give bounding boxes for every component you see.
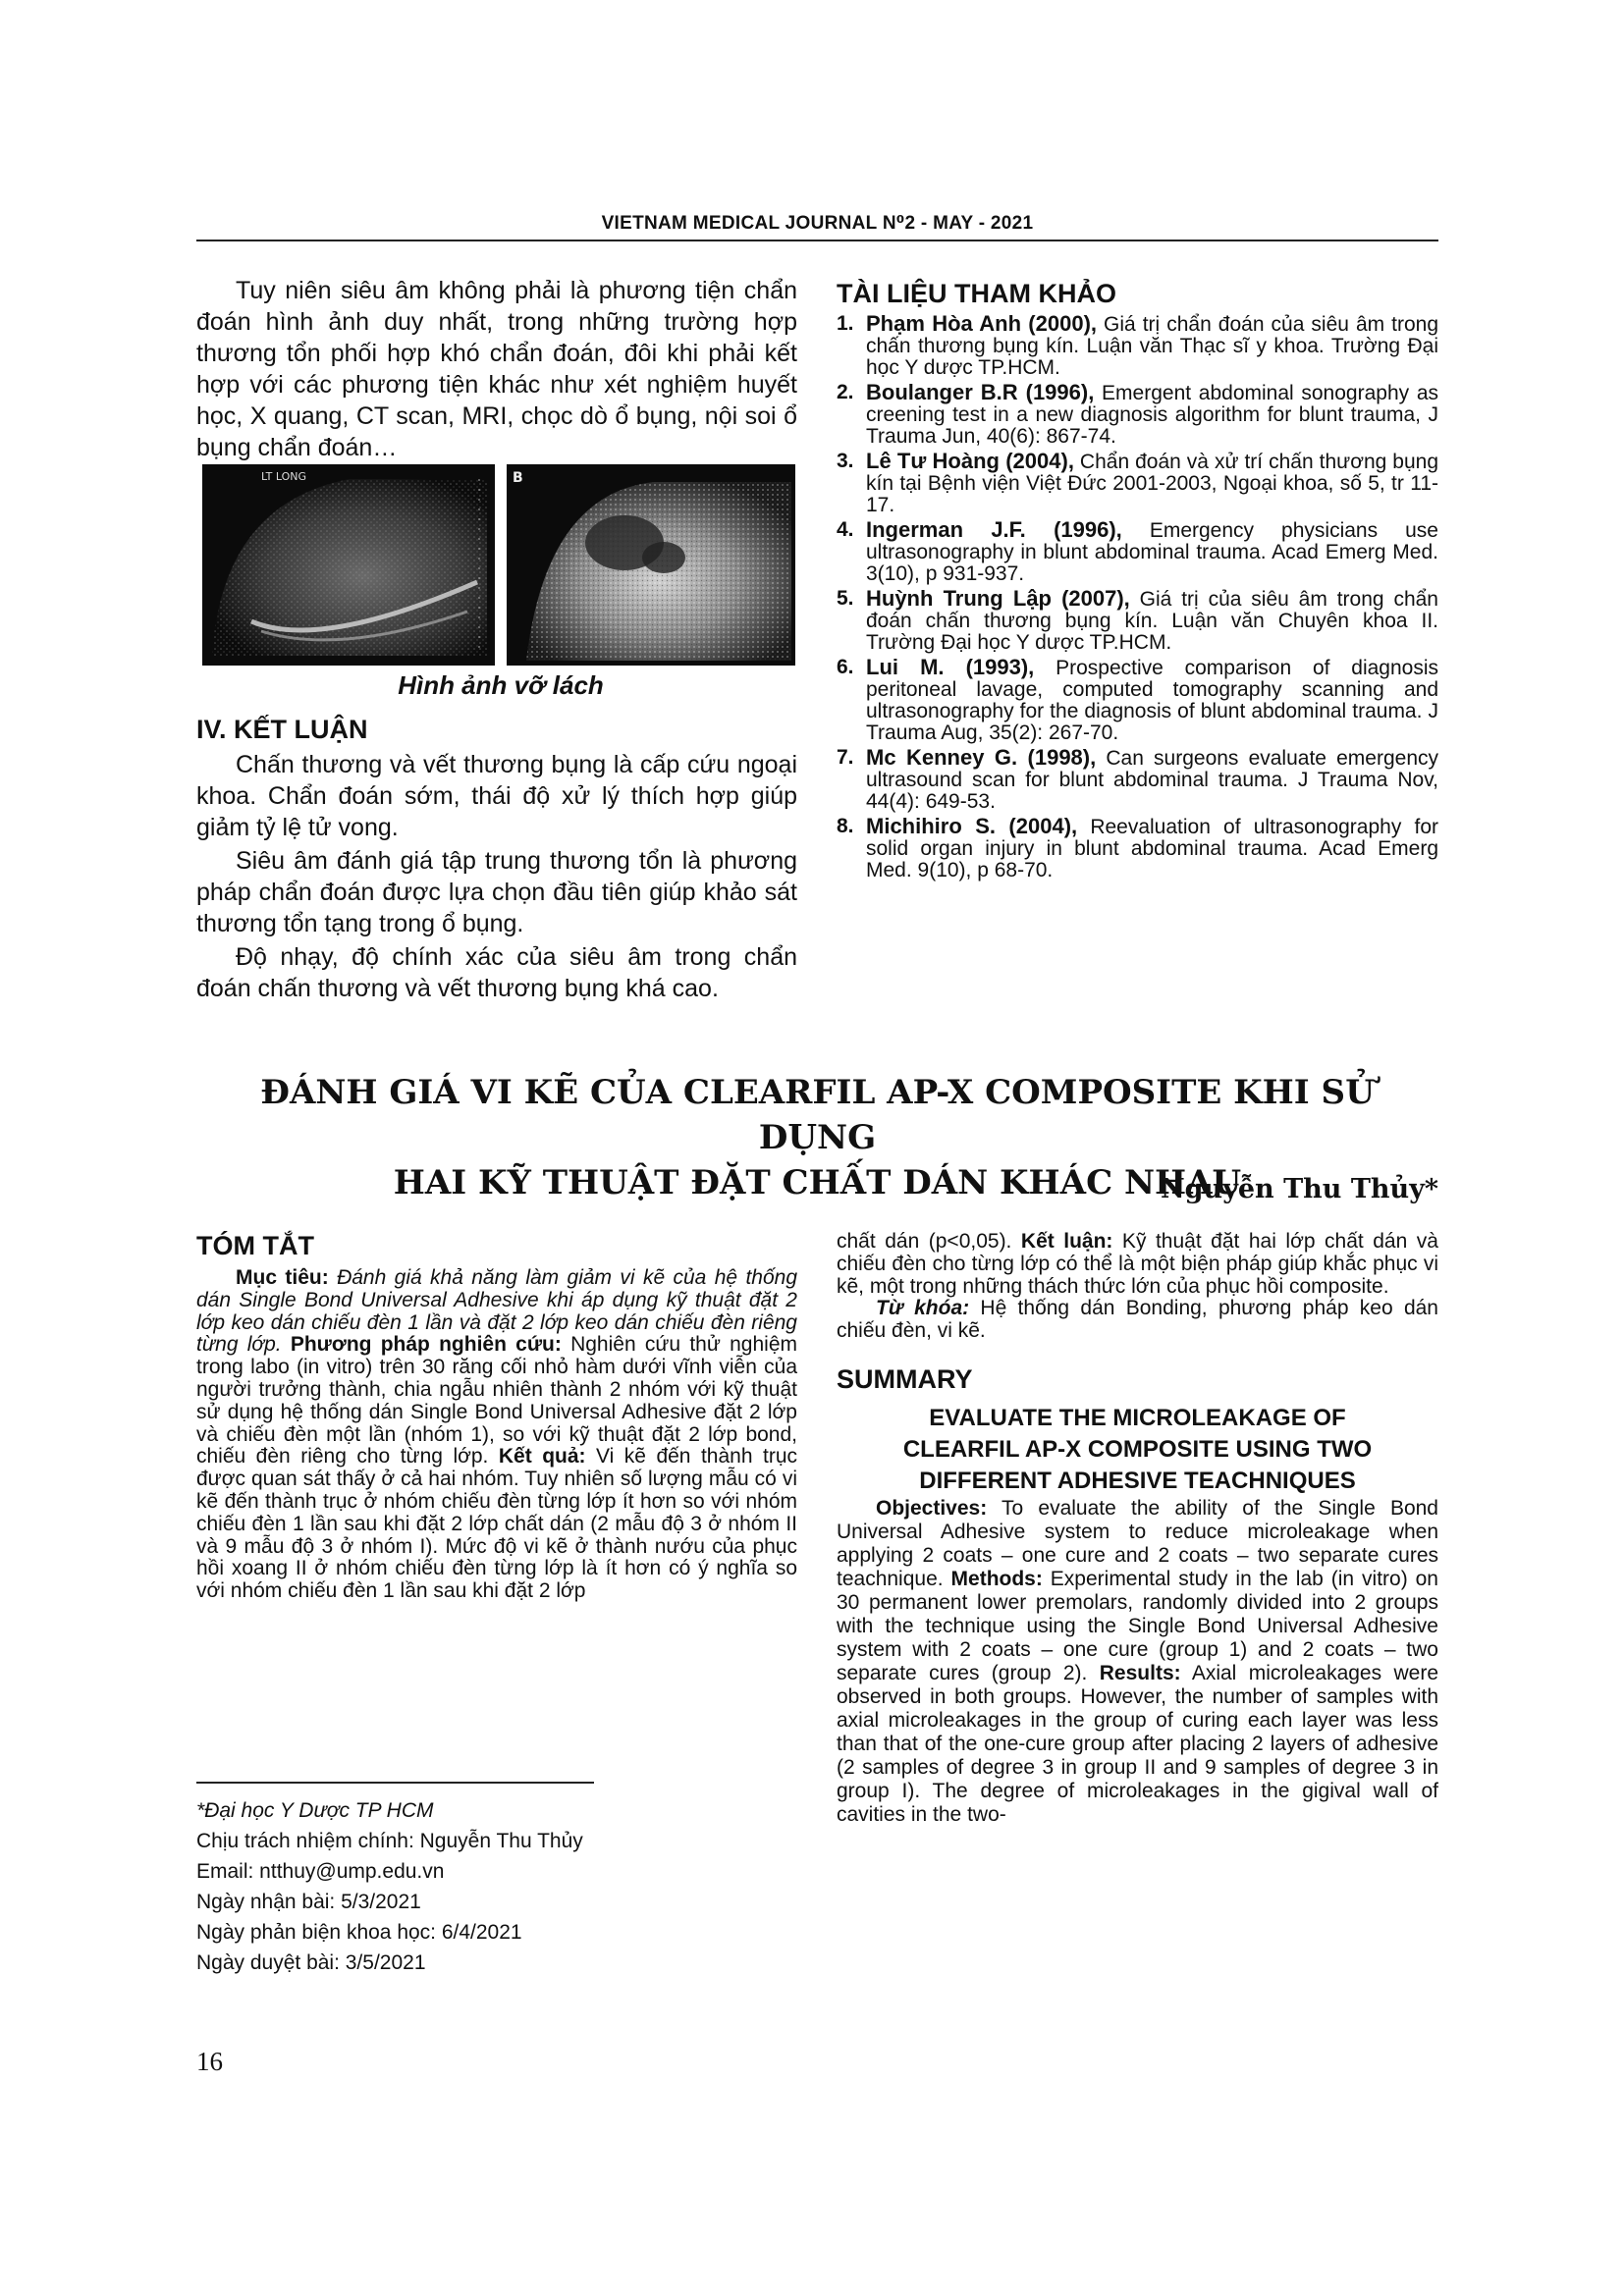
reference-text: Emergent abdominal sonography as creening test in a new diagnosis algorithm for blunt trauma, J Trauma Jun, 40(6): 867-74. bbox=[866, 382, 1439, 448]
footnote-email: Email: ntthuy@ump.edu.vn bbox=[196, 1860, 445, 1883]
reference-author: Lê Tư Hoàng (2004), bbox=[866, 449, 1074, 473]
abstract-continued bbox=[837, 1231, 1438, 1827]
abstract-paragraph: chất dán (p<0,05). Kết luận: Kỹ thuật đặt hai lớp chất dán và chiếu đèn cho từng lớp có thể là một biện pháp giúp khắc phục vi kẽ, một trong những thách thức lớn của phục hồi composite. bbox=[837, 1230, 1438, 1298]
reference-text: Prospective comparison of diagnosis peritoneal lavage, computed tomography scanning and ultrasonography for the diagnosis of blunt abdominal trauma. J Trauma Aug, 35(2): 267-70. bbox=[866, 657, 1439, 744]
reference-author: Michihiro S. (2004), bbox=[866, 814, 1078, 838]
summary-heading: SUMMARY bbox=[837, 1363, 973, 1394]
conclusion-paragraph: Độ nhạy, độ chính xác của siêu âm trong chẩn đoán chấn thương và vết thương bụng khá cao. bbox=[196, 943, 797, 1002]
reference-item bbox=[837, 313, 1438, 379]
reference-number: 8. bbox=[837, 815, 854, 837]
reference-number: 5. bbox=[837, 587, 854, 610]
reference-author: Lui M. (1993), bbox=[866, 655, 1035, 679]
reference-item bbox=[837, 382, 1438, 448]
ultrasound-image-right bbox=[507, 464, 795, 666]
reference-author: Phạm Hòa Anh (2000), bbox=[866, 311, 1098, 336]
reference-number: 2. bbox=[837, 381, 854, 403]
footnote-affiliation: *Đại học Y Dược TP HCM bbox=[196, 1799, 434, 1822]
english-title-line: CLEARFIL AP-X COMPOSITE USING TWO bbox=[902, 1435, 1373, 1463]
article-title-line: ĐÁNH GIÁ VI KẼ CỦA CLEARFIL AP-X COMPOSITE KHI SỬ DỤNG bbox=[260, 1073, 1375, 1157]
section-heading: IV. KẾT LUẬN bbox=[196, 715, 368, 744]
abstract-vi bbox=[196, 1231, 797, 1603]
reference-text: Giá trị của siêu âm trong chẩn đoán chấn thương bụng kín. Luận văn Chuyên khoa II. Trường Đại học Y dược TP.HCM. bbox=[866, 588, 1438, 654]
reference-item bbox=[837, 657, 1438, 744]
conclusion-section bbox=[196, 715, 797, 1004]
reference-item bbox=[837, 816, 1438, 881]
abstract-heading: TÓM TẮT bbox=[196, 1231, 314, 1260]
footnote-line: Ngày nhận bài: 5/3/2021 bbox=[196, 1891, 421, 1913]
reference-text: Giá trị chẩn đoán của siêu âm trong chấn thương bụng kín. Luận văn Thạc sĩ y khoa. Trường Đại học Y dược TP.HCM. bbox=[866, 313, 1438, 379]
reference-author: Huỳnh Trung Lập (2007), bbox=[866, 586, 1130, 611]
reference-number: 7. bbox=[837, 746, 854, 769]
english-title-line: DIFFERENT ADHESIVE TEACHNIQUES bbox=[919, 1467, 1356, 1494]
references-list bbox=[837, 313, 1438, 881]
left-column-top bbox=[196, 275, 797, 463]
reference-text: Reevaluation of ultrasonography for solid organ injury in blunt abdominal trauma. Acad Emerg Med. 9(10), p 68-70. bbox=[866, 816, 1439, 881]
ultrasound-label-left: LT LONG bbox=[261, 470, 306, 483]
reference-text: Can surgeons evaluate emergency ultrasound scan for blunt abdominal trauma. J Trauma Nov, 44(4): 649-53. bbox=[866, 747, 1438, 813]
paragraph: Tuy niên siêu âm không phải là phương tiện chẩn đoán hình ảnh duy nhất, trong những trường hợp thương tổn phối hợp khó chẩn đoán, đôi khi phải kết hợp với các phương tiện khác như xét nghiệm huyết học, X quang, CT scan, MRI, chọc dò ổ bụng, nội soi ổ bụng chẩn đoán… bbox=[196, 277, 797, 461]
english-title-line: EVALUATE THE MICROLEAKAGE OF bbox=[929, 1404, 1346, 1431]
references-heading: TÀI LIỆU THAM KHẢO bbox=[837, 279, 1116, 308]
running-header: VIETNAM MEDICAL JOURNAL N⁰2 - MAY - 2021 bbox=[196, 212, 1438, 241]
abstract-paragraph: Mục tiêu: Đánh giá khả năng làm giảm vi kẽ của hệ thống dán Single Bond Universal Adhesive khi áp dụng kỹ thuật đặt 2 lớp keo dán chiếu đèn 1 lần và đặt 2 lớp keo dán chiếu đèn riêng từng lớp. Phương pháp nghiên cứu: Nghiên cứu thử nghiệm trong labo (in vitro) trên 30 răng cối nhỏ hàm dưới vĩnh viễn của người trưởng thành, chia ngẫu nhiên thành 2 nhóm với kỹ thuật sử dụng hệ thống dán Single Bond Universal Adhesive đặt 2 lớp và chiếu đèn một lần (nhóm 1), so với kỹ thuật đặt 2 lớp bond, chiếu đèn riêng cho từng lớp. Kết quả: Vi kẽ đến thành trục được quan sát thấy ở cả hai nhóm. Tuy nhiên số lượng mẫu có vi kẽ đến thành trục ở nhóm chiếu đèn từng lớp ít hơn so với nhóm chiếu đèn 1 lần sau khi đặt 2 lớp chất dán (2 mẫu độ 3 ở nhóm II và 9 mẫu độ 3 ở nhóm I). Mức độ vi kẽ ở thành nướu của phục hồi xoang II ở nhóm chiếu đèn từng lớp là ít hơn có ý nghĩa so với nhóm chiếu đèn 1 lần sau khi đặt 2 lớp bbox=[196, 1266, 798, 1603]
reference-author: Ingerman J.F. (1996), bbox=[866, 517, 1122, 542]
reference-number: 4. bbox=[837, 518, 854, 541]
reference-text: Chẩn đoán và xử trí chấn thương bụng kín tại Bệnh viện Việt Đức 2001-2003, Ngoại khoa, số 5, tr 11-17. bbox=[866, 451, 1439, 516]
footnote-line: Ngày duyệt bài: 3/5/2021 bbox=[196, 1951, 426, 1974]
footnotes bbox=[196, 1795, 797, 1978]
reference-item bbox=[837, 519, 1438, 585]
ultrasound-image-left bbox=[202, 464, 495, 666]
summary-paragraph: Objectives: To evaluate the ability of the Single Bond Universal Adhesive system to reduce microleakage when applying 2 coats – one cure and 2 coats – two separate cures teachnique. Methods: Experimental study in the lab (in vitro) on 30 permanent lower premolars, randomly divided into 2 groups with the technique using the Single Bond Universal Adhesive system with 2 coats – one cure (group 1) and 2 coats – two separate cures (group 2). Results: Axial microleakages were observed in both groups. However, the number of samples with axial microleakages in the group of curing each layer was less than that of the one-cure group after placing 2 layers of adhesive (2 samples of degree 3 in group II and 9 samples of degree 3 in group I). The degree of microleakages in the gigival wall of cavities in the two- bbox=[837, 1496, 1438, 1826]
figure-caption: Hình ảnh vỡ lách bbox=[398, 670, 604, 700]
ultrasound-label-right: B bbox=[513, 470, 523, 486]
reference-item bbox=[837, 588, 1438, 654]
reference-text: Emergency physicians use ultrasonography in blunt abdominal trauma. Acad Emerg Med. 3(10), p 931-937. bbox=[866, 519, 1438, 585]
ultrasound-figure bbox=[202, 464, 795, 666]
conclusion-paragraph: Chấn thương và vết thương bụng là cấp cứu ngoại khoa. Chẩn đoán sớm, thái độ xử lý thích hợp giúp giảm tỷ lệ tử vong. bbox=[196, 751, 797, 841]
conclusion-paragraph: Siêu âm đánh giá tập trung thương tổn là phương pháp chẩn đoán được lựa chọn đầu tiên giúp khảo sát thương tổn tạng trong ổ bụng. bbox=[196, 847, 797, 937]
english-title bbox=[837, 1403, 1438, 1497]
keywords: Từ khóa: Hệ thống dán Bonding, phương pháp keo dán chiếu đèn, vi kẽ. bbox=[837, 1297, 1438, 1343]
article-author: Nguyễn Thu Thủy* bbox=[1161, 1174, 1438, 1204]
reference-item bbox=[837, 747, 1438, 813]
footnote-line: Ngày phản biện khoa học: 6/4/2021 bbox=[196, 1921, 522, 1944]
references-section bbox=[837, 279, 1438, 884]
reference-number: 3. bbox=[837, 450, 854, 472]
reference-author: Mc Kenney G. (1998), bbox=[866, 745, 1097, 770]
reference-number: 1. bbox=[837, 312, 854, 335]
footnote-divider bbox=[196, 1782, 594, 1784]
reference-author: Boulanger B.R (1996), bbox=[866, 380, 1095, 404]
reference-item bbox=[837, 451, 1438, 516]
reference-number: 6. bbox=[837, 656, 854, 678]
page-number: 16 bbox=[196, 2047, 223, 2076]
footnote-line: Chịu trách nhiệm chính: Nguyễn Thu Thủy bbox=[196, 1830, 583, 1852]
article-title-line: HAI KỸ THUẬT ĐẶT CHẤT DÁN KHÁC NHAU bbox=[393, 1163, 1242, 1202]
